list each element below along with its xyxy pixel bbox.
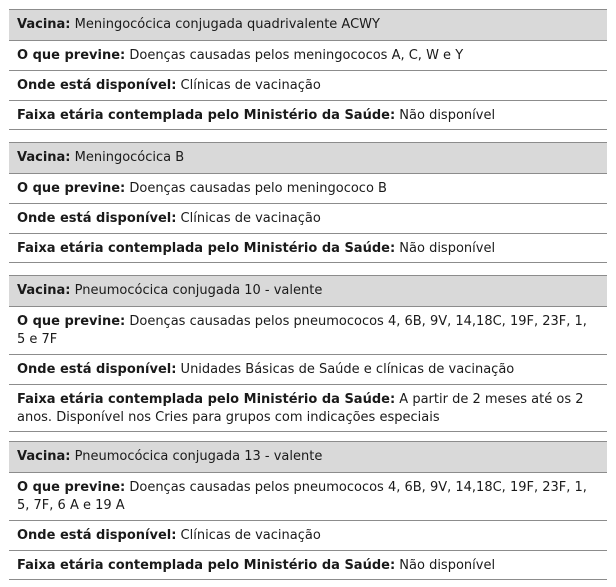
age-range-value: Não disponível xyxy=(395,558,496,573)
prevents-row xyxy=(9,40,607,70)
age-range-label: Faixa etária contemplada pelo Ministério da Saúde: xyxy=(17,241,396,256)
age-range-label: Faixa etária contemplada pelo Ministério da Saúde: xyxy=(17,108,396,123)
prevents-row xyxy=(9,173,607,203)
prevents-label: O que previne: xyxy=(17,480,126,495)
vaccine-table-pneumococcal-13 xyxy=(9,441,607,580)
age-range-value: Não disponível xyxy=(395,108,496,123)
availability-value: Clínicas de vacinação xyxy=(176,528,321,543)
availability-label: Onde está disponível: xyxy=(17,362,177,377)
availability-label: Onde está disponível: xyxy=(17,78,177,93)
availability-row xyxy=(9,203,607,233)
prevents-label: O que previne: xyxy=(17,314,126,329)
vaccine-label: Vacina: xyxy=(17,283,71,298)
vaccine-value: Meningocócica conjugada quadrivalente ACWY xyxy=(70,17,380,32)
prevents-row xyxy=(9,472,607,520)
vaccine-name-row xyxy=(9,275,607,306)
prevents-value: Doenças causadas pelos meningococos A, C, W e Y xyxy=(125,48,464,63)
availability-label: Onde está disponível: xyxy=(17,528,177,543)
age-range-row xyxy=(9,233,607,263)
availability-label: Onde está disponível: xyxy=(17,211,177,226)
prevents-value: Doenças causadas pelo meningococo B xyxy=(125,181,387,196)
age-range-label: Faixa etária contemplada pelo Ministério da Saúde: xyxy=(17,392,396,407)
availability-value: Clínicas de vacinação xyxy=(176,78,321,93)
vaccine-value: Pneumocócica conjugada 13 - valente xyxy=(70,449,323,464)
prevents-value: Doenças causadas pelos pneumococos 4, 6B, 9V, 14,18C, 19F, 23F, 1, 5 e 7F xyxy=(17,314,587,347)
vaccine-label: Vacina: xyxy=(17,150,71,165)
vaccine-label: Vacina: xyxy=(17,449,71,464)
availability-value: Clínicas de vacinação xyxy=(176,211,321,226)
vaccine-table-pneumococcal-10 xyxy=(9,275,607,432)
vaccine-name-row xyxy=(9,142,607,173)
prevents-label: O que previne: xyxy=(17,181,126,196)
availability-value: Unidades Básicas de Saúde e clínicas de vacinação xyxy=(176,362,515,377)
vaccine-value: Pneumocócica conjugada 10 - valente xyxy=(70,283,323,298)
availability-row xyxy=(9,354,607,384)
vaccine-label: Vacina: xyxy=(17,17,71,32)
prevents-value: Doenças causadas pelos pneumococos 4, 6B, 9V, 14,18C, 19F, 23F, 1, 5, 7F, 6 A e 19 A xyxy=(17,480,587,513)
vaccine-name-row xyxy=(9,441,607,472)
vaccine-table-acwy xyxy=(9,9,607,130)
vaccine-name-row xyxy=(9,9,607,40)
availability-row xyxy=(9,70,607,100)
age-range-value: A partir de 2 meses até os 2 anos. Disponível nos Cries para grupos com indicações especiais xyxy=(17,392,584,425)
age-range-value: Não disponível xyxy=(395,241,496,256)
age-range-row xyxy=(9,384,607,432)
availability-row xyxy=(9,520,607,550)
age-range-row xyxy=(9,550,607,580)
prevents-row xyxy=(9,306,607,354)
age-range-row xyxy=(9,100,607,130)
age-range-label: Faixa etária contemplada pelo Ministério da Saúde: xyxy=(17,558,396,573)
prevents-label: O que previne: xyxy=(17,48,126,63)
vaccine-table-meningococcal-b xyxy=(9,142,607,263)
vaccine-value: Meningocócica B xyxy=(70,150,185,165)
